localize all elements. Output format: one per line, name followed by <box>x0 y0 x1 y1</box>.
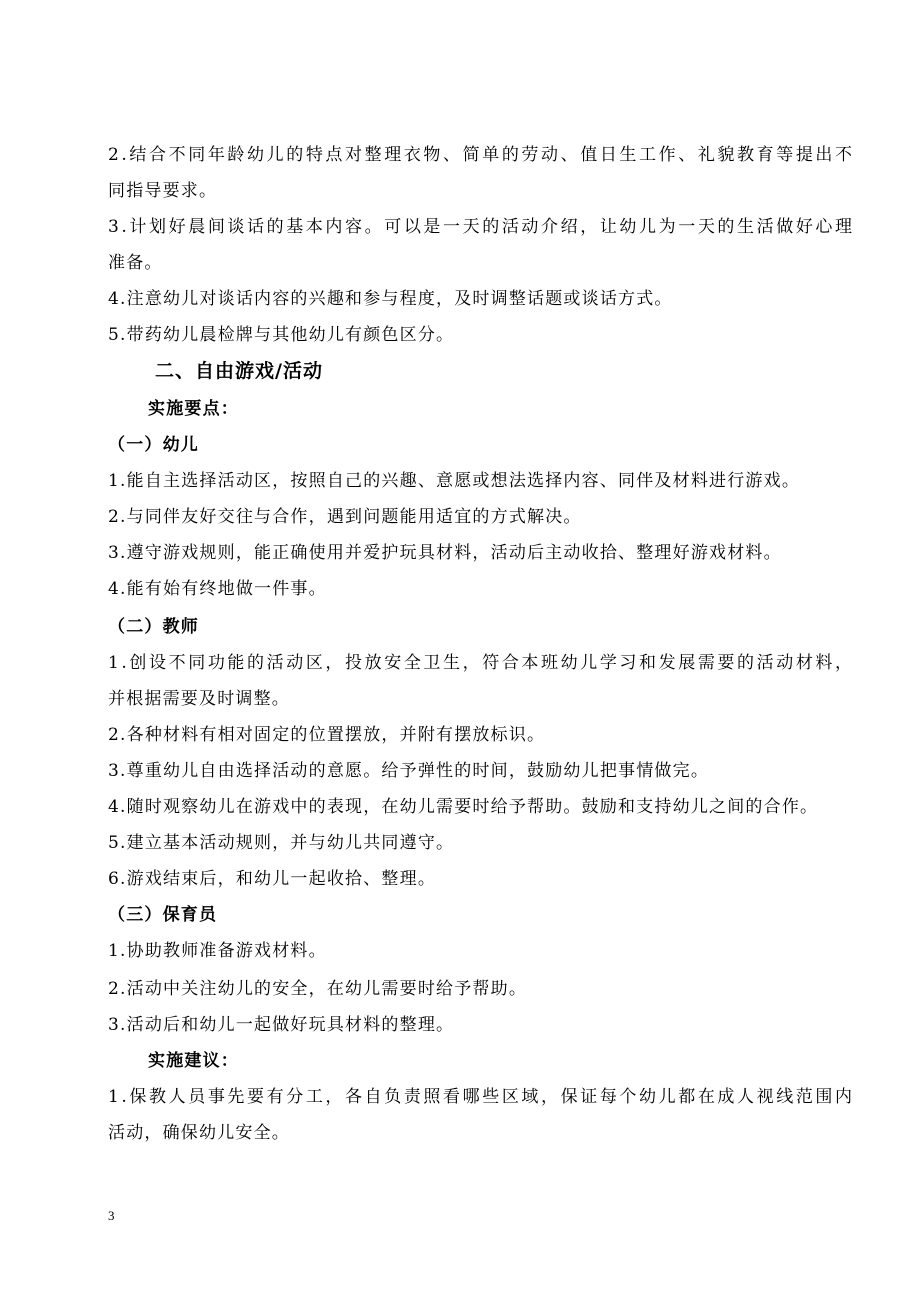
list-item: 3.遵守游戏规则，能正确使用并爱护玩具材料，活动后主动收拾、整理好游戏材料。 <box>108 543 782 563</box>
children-section-title: （一）幼儿 <box>108 435 199 455</box>
list-item: 并根据需要及时调整。 <box>108 689 290 709</box>
section-heading: 二、自由游戏/活动 <box>155 360 323 382</box>
suggestions-label: 实施建议： <box>148 1051 239 1071</box>
paragraph-line: 5.带药幼儿晨检牌与其他幼儿有颜色区分。 <box>108 325 455 345</box>
list-item: 6.游戏结束后，和幼儿一起收拾、整理。 <box>108 869 437 889</box>
paragraph-line: 3.计划好晨间谈话的基本内容。可以是一天的活动介绍，让幼儿为一天的生活做好心理 <box>108 217 855 237</box>
list-item: 2.与同伴友好交往与合作，遇到问题能用适宜的方式解决。 <box>108 507 582 527</box>
list-item: 1.创设不同功能的活动区，投放安全卫生，符合本班幼儿学习和发展需要的活动材料， <box>108 653 855 673</box>
list-item: 1.协助教师准备游戏材料。 <box>108 941 327 961</box>
list-item: 2.活动中关注幼儿的安全，在幼儿需要时给予帮助。 <box>108 979 528 999</box>
list-item: 4.能有始有终地做一件事。 <box>108 579 327 599</box>
key-points-label: 实施要点： <box>148 399 239 419</box>
paragraph-line: 同指导要求。 <box>108 181 218 201</box>
paragraph-line: 准备。 <box>108 253 163 273</box>
paragraph-line: 2.结合不同年龄幼儿的特点对整理衣物、简单的劳动、值日生工作、礼貌教育等提出不 <box>108 145 855 165</box>
suggestion-line: 活动，确保幼儿安全。 <box>108 1123 290 1143</box>
page-number: 3 <box>108 1208 115 1223</box>
list-item: 1.能自主选择活动区，按照自己的兴趣、意愿或想法选择内容、同伴及材料进行游戏。 <box>108 471 801 491</box>
list-item: 2.各种材料有相对固定的位置摆放，并附有摆放标识。 <box>108 725 546 745</box>
teacher-section-title: （二）教师 <box>108 617 199 637</box>
list-item: 3.活动后和幼儿一起做好玩具材料的整理。 <box>108 1015 455 1035</box>
caregiver-section-title: （三）保育员 <box>108 905 218 925</box>
suggestion-line: 1.保教人员事先要有分工，各自负责照看哪些区域，保证每个幼儿都在成人视线范围内 <box>108 1087 855 1107</box>
list-item: 5.建立基本活动规则，并与幼儿共同遵守。 <box>108 833 455 853</box>
paragraph-line: 4.注意幼儿对谈话内容的兴趣和参与程度，及时调整话题或谈话方式。 <box>108 289 673 309</box>
list-item: 3.尊重幼儿自由选择活动的意愿。给予弹性的时间，鼓励幼儿把事情做完。 <box>108 761 710 781</box>
list-item: 4.随时观察幼儿在游戏中的表现，在幼儿需要时给予帮助。鼓励和支持幼儿之间的合作。 <box>108 797 819 817</box>
